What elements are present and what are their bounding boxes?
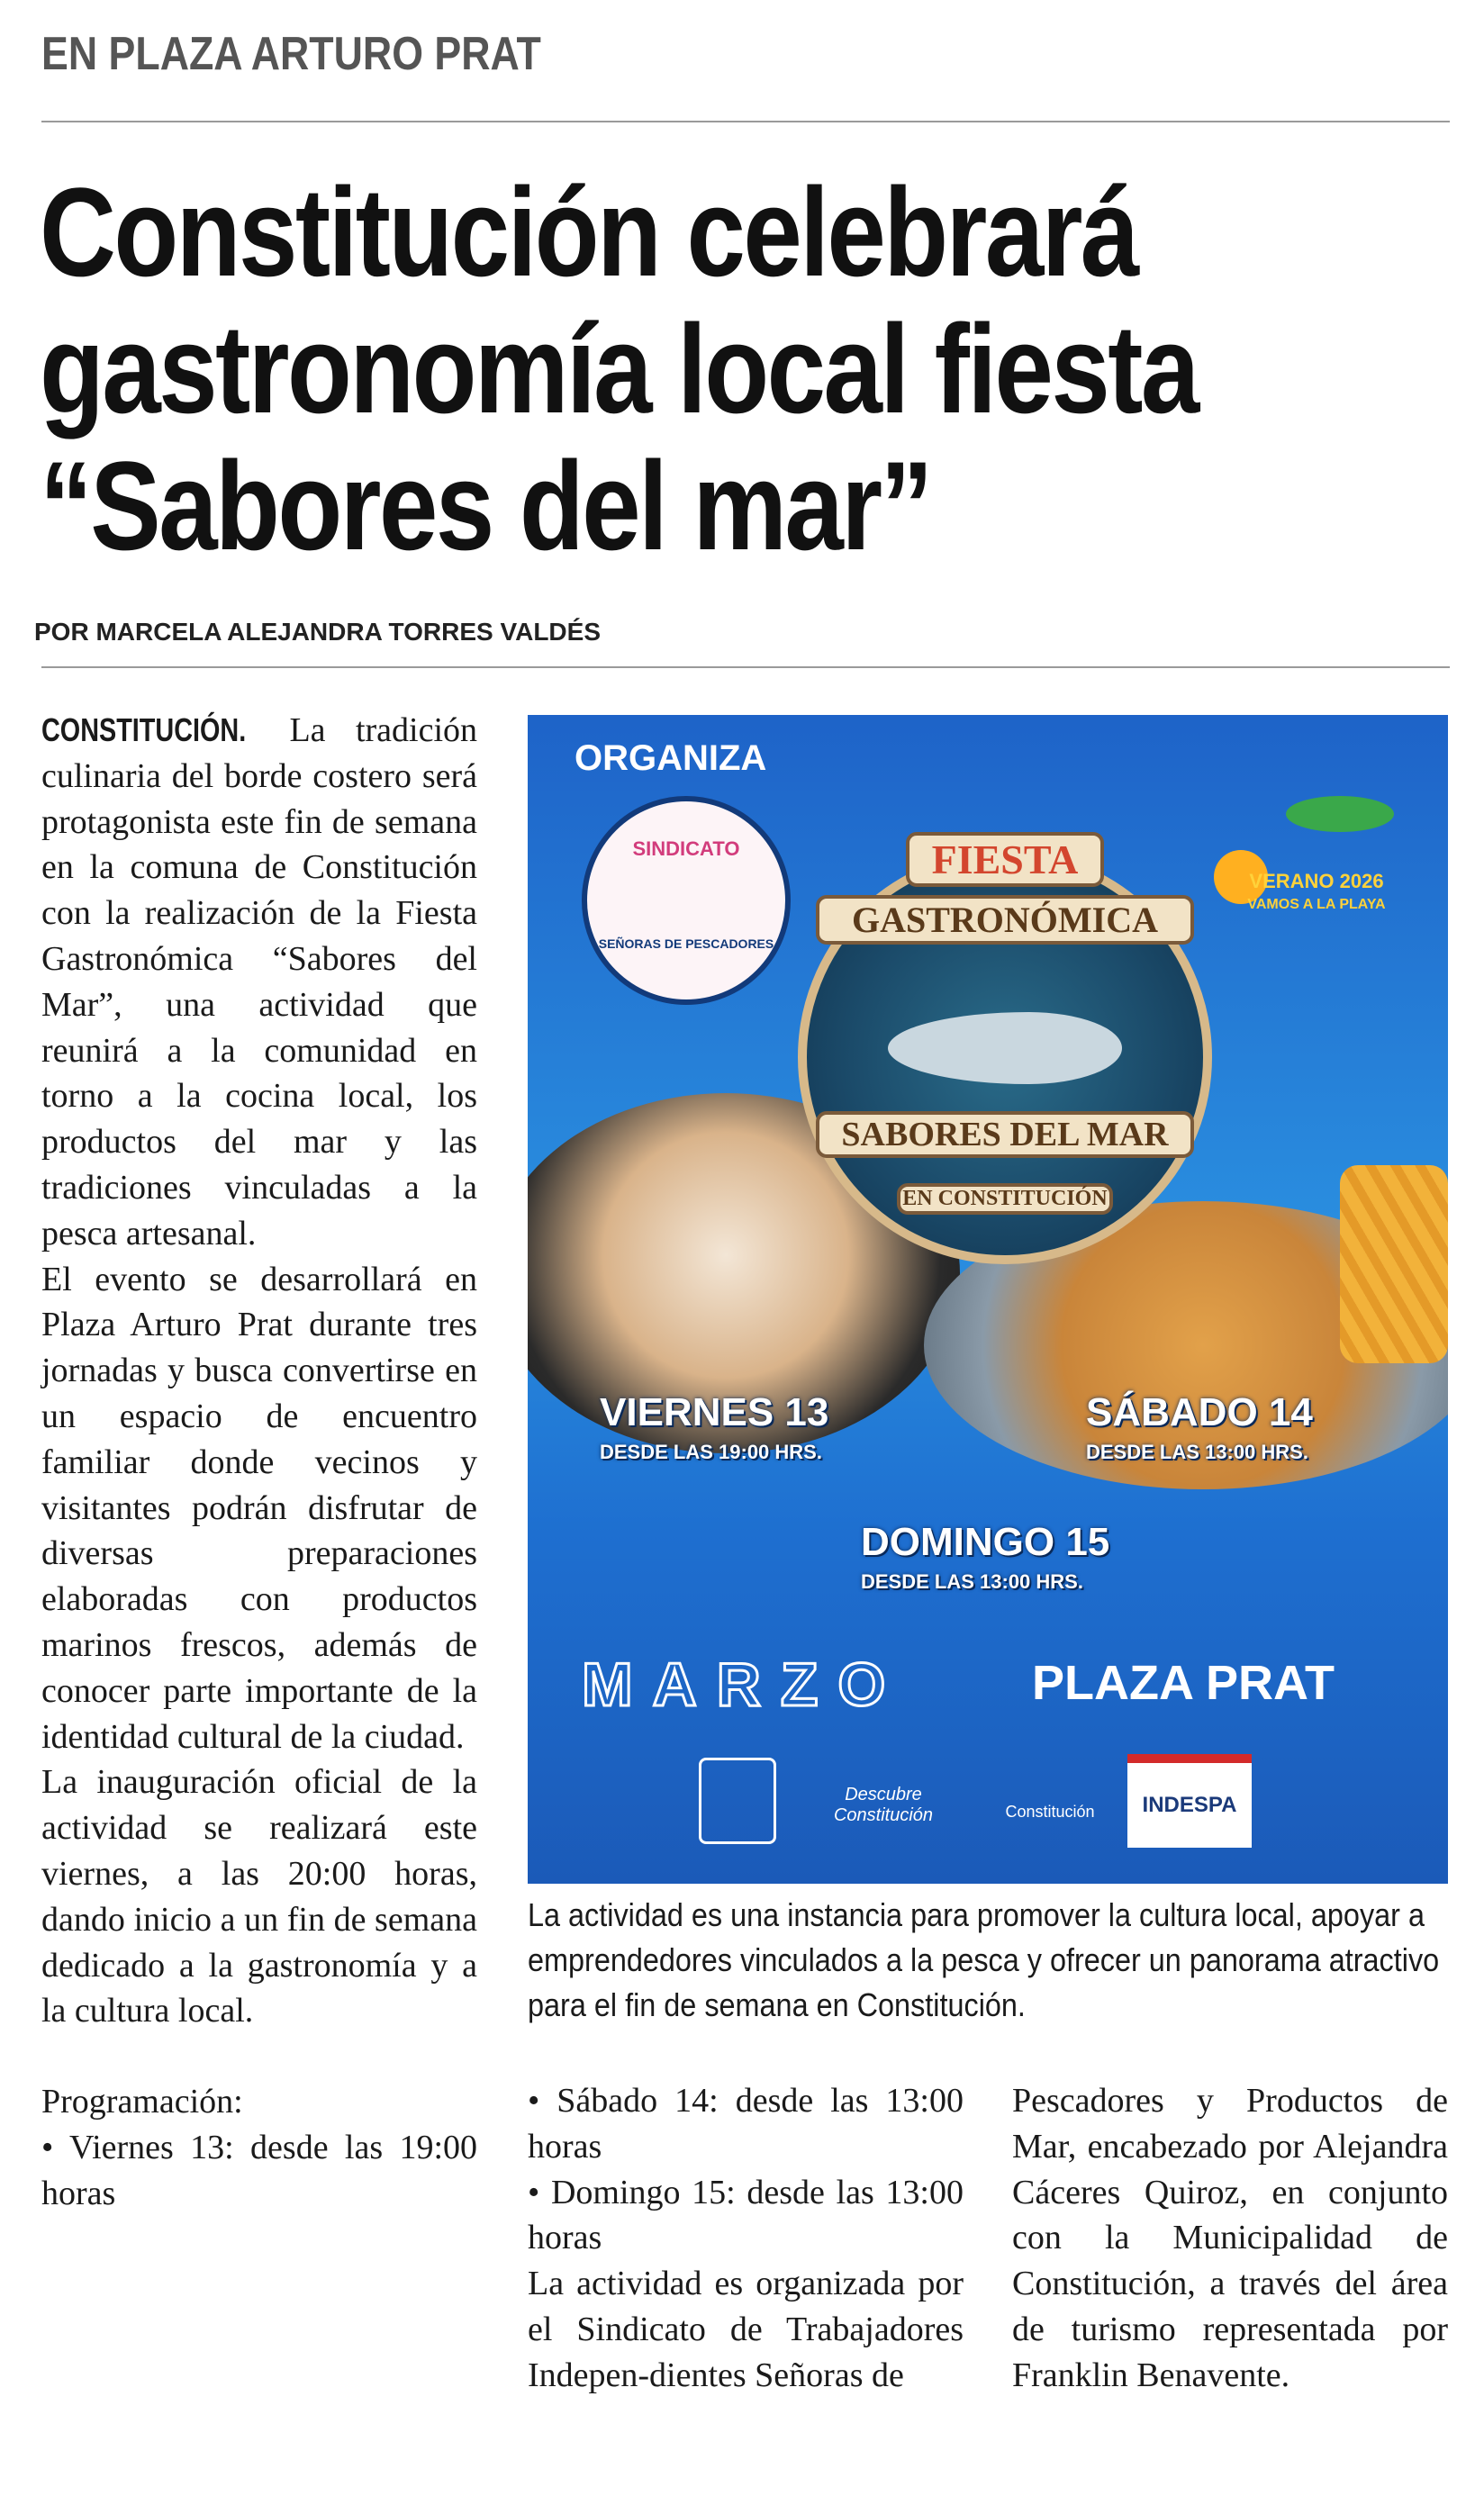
seal-subtitle: SEÑORAS DE PESCADORES: [598, 936, 774, 951]
byline: POR MARCELA ALEJANDRA TORRES VALDÉS: [34, 618, 602, 646]
poster-organiza: ORGANIZA: [575, 738, 767, 778]
seal-title: SINDICATO: [632, 837, 740, 860]
verano-subtitle: VAMOS A LA PLAYA: [1247, 897, 1386, 912]
emblem-gastronomica: GASTRONÓMICA: [816, 895, 1194, 945]
section-kicker: EN PLAZA ARTURO PRAT: [41, 28, 541, 80]
day-label: SÁBADO 14: [1086, 1390, 1313, 1434]
article-column-1: [41, 708, 477, 2217]
top-rule: [41, 121, 1450, 122]
day-hours: DESDE LAS 13:00 HRS.: [861, 1570, 1083, 1593]
municipal-crest-icon: [699, 1758, 776, 1844]
byline-rule: [41, 666, 1450, 668]
paragraph-1: [41, 708, 477, 1257]
dateline: CONSTITUCIÓN.: [41, 711, 247, 748]
day-label: DOMINGO 15: [861, 1520, 1110, 1564]
sindicato-seal: [582, 796, 791, 1005]
paragraph-2: El evento se desarrollará en Plaza Arturo Prat durante tres jornadas y busca convertirse en un espacio de encuentro familiar donde vecinos y visitantes podrán disfrutar de diversas preparaciones elaboradas con productos marinos frescos, además de conocer parte importante de la identidad cultural de la ciudad.: [41, 1260, 477, 1756]
program-title: Programación:: [41, 2083, 243, 2121]
event-poster: [528, 715, 1448, 1884]
photo-caption: La actividad es una instancia para promover la cultura local, apoyar a emprendedores vinculados a la pesca y ofrecer un panorama atractivo para el fin de semana en Constitución.: [528, 1896, 1440, 2023]
verano-badge: [1217, 832, 1416, 913]
fish-icon: [888, 1012, 1122, 1084]
verano-title: VERANO 2026: [1249, 870, 1384, 892]
program-item-1: • Viernes 13: desde las 19:00 horas: [41, 2128, 477, 2212]
headline: [40, 161, 1326, 576]
paragraph-1-text: La tradición culinaria del borde costero será protagonista este fin de semana en la comuna de Constitución con la realización de la Fiesta Gastronómica “Sabores del Mar”, una actividad que reunirá a la comunidad en torno a la cocina local, los productos del mar y las tradiciones vinculadas a la pesca artesanal.: [41, 711, 478, 1253]
day-domingo: [861, 1520, 1109, 1594]
poster-month: MARZO: [582, 1650, 906, 1719]
day-hours: DESDE LAS 19:00 HRS.: [600, 1441, 822, 1463]
paragraph-3: La inauguración oficial de la actividad se realizará este viernes, a las 20:00 horas, dando inicio a un fin de semana dedicado a la gastronomía y a la cultura local.: [41, 1763, 477, 2030]
sponsor-logos: [699, 1749, 1401, 1866]
headline-line-1: Constitución celebrará: [40, 161, 1137, 303]
emblem-en-constitucion: EN CONSTITUCIÓN: [897, 1183, 1113, 1215]
day-viernes: [600, 1390, 828, 1464]
fries-image: [1340, 1165, 1448, 1363]
day-hours: DESDE LAS 13:00 HRS.: [1086, 1441, 1308, 1463]
day-label: VIERNES 13: [600, 1390, 829, 1434]
program-item-3: • Domingo 15: desde las 13:00 horas: [528, 2173, 964, 2257]
program-item-2: • Sábado 14: desde las 13:00 horas: [528, 2082, 964, 2166]
paragraph-4-continued: Pescadores y Productos de Mar, encabezado por Alejandra Cáceres Quiroz, en conjunto con la Municipalidad de Constitución, a través del área de turismo representada por Franklin Benavente.: [1012, 2082, 1448, 2394]
logo-indespa: INDESPA: [1127, 1754, 1252, 1848]
day-sabado: [1086, 1390, 1313, 1464]
logo-constitucion: Constitución: [1005, 1803, 1095, 1821]
logo-descubre: Descubre Constitución: [833, 1785, 934, 1825]
headline-line-3: “Sabores del mar”: [40, 435, 931, 576]
headline-line-2: gastronomía local fiesta: [40, 298, 1198, 439]
article-column-2: [528, 2078, 964, 2399]
emblem-sabores: SABORES DEL MAR: [816, 1111, 1194, 1158]
poster-place: PLAZA PRAT: [1032, 1656, 1335, 1710]
paragraph-4: La actividad es organizada por el Sindicato de Trabajadores Indepen-dientes Señoras de: [528, 2265, 964, 2394]
article-column-3: [1012, 2078, 1448, 2399]
spacer: [41, 2034, 477, 2079]
fiesta-emblem: [798, 837, 1212, 1264]
palm-icon: [1286, 796, 1394, 832]
emblem-fiesta: FIESTA: [906, 832, 1104, 887]
